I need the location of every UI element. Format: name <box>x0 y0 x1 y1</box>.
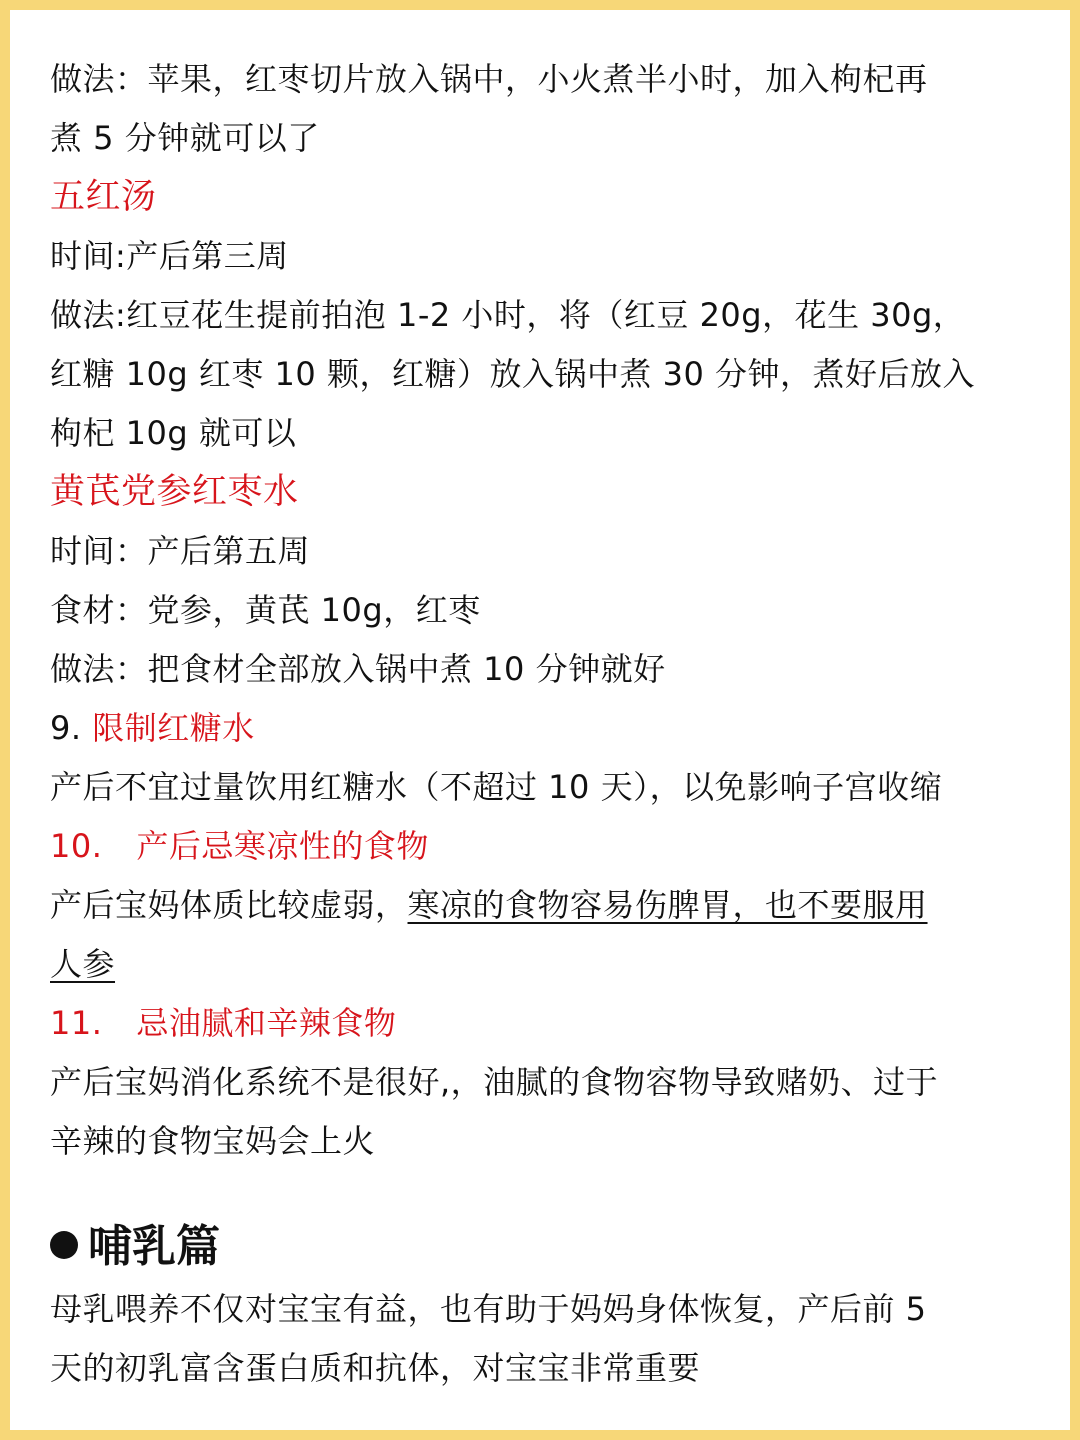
underlined-text: 寒凉的食物容易伤脾胃，也不要服用 <box>407 886 928 924</box>
item-11-number: 11. <box>50 1004 103 1042</box>
item-10-number: 10. <box>50 827 103 865</box>
recipe-heading-huangqi: 黄芪党参红枣水 <box>50 472 299 512</box>
item-9-heading <box>50 699 1050 758</box>
item-9-title: 限制红糖水 <box>92 709 255 747</box>
section-title-text: 哺乳篇 <box>88 1221 220 1272</box>
text-line: 母乳喂养不仅对宝宝有益，也有助于妈妈身体恢复，产后前 5 <box>50 1290 927 1328</box>
text-line <box>50 935 1050 994</box>
item-10-heading <box>50 817 1050 876</box>
text-line <box>50 876 1050 935</box>
section-title-breastfeeding <box>50 1214 1050 1280</box>
text-line: 时间:产后第三周 <box>50 237 289 275</box>
text-line: 天的初乳富含蛋白质和抗体，对宝宝非常重要 <box>50 1349 701 1387</box>
text-line: 产后不宜过量饮用红糖水（不超过 10 天），以免影响子宫收缩 <box>50 768 943 806</box>
page-card <box>10 10 1070 1430</box>
recipe-heading-wuhong: 五红汤 <box>50 177 157 217</box>
item-10-title: 产后忌寒凉性的食物 <box>136 827 429 865</box>
item-11-heading <box>50 994 1050 1053</box>
text-line: 产后宝妈消化系统不是很好,，油腻的食物容物导致赌奶、过于 <box>50 1063 939 1101</box>
text-line: 做法：苹果，红枣切片放入锅中，小火煮半小时，加入枸杞再 <box>50 60 928 98</box>
text-line: 红糖 10g 红枣 10 颗，红糖）放入锅中煮 30 分钟，煮好后放入 <box>50 355 976 393</box>
text-line: 食材：党参，黄芪 10g，红枣 <box>50 591 481 629</box>
item-9-number: 9. <box>50 709 82 747</box>
text-line: 煮 5 分钟就可以了 <box>50 119 320 157</box>
text-line: 枸杞 10g 就可以 <box>50 414 297 452</box>
text-line: 辛辣的食物宝妈会上火 <box>50 1122 376 1160</box>
article-content <box>50 50 1050 1398</box>
text-line: 时间：产后第五周 <box>50 532 311 570</box>
text-line: 做法:红豆花生提前拍泡 1-2 小时，将（红豆 20g，花生 30g， <box>50 296 966 334</box>
underlined-text: 人参 <box>50 945 116 983</box>
text-plain: 产后宝妈体质比较虚弱， <box>50 886 408 924</box>
text-line: 做法：把食材全部放入锅中煮 10 分钟就好 <box>50 650 666 688</box>
item-11-title: 忌油腻和辛辣食物 <box>136 1004 397 1042</box>
bullet-dot-icon <box>50 1231 78 1259</box>
